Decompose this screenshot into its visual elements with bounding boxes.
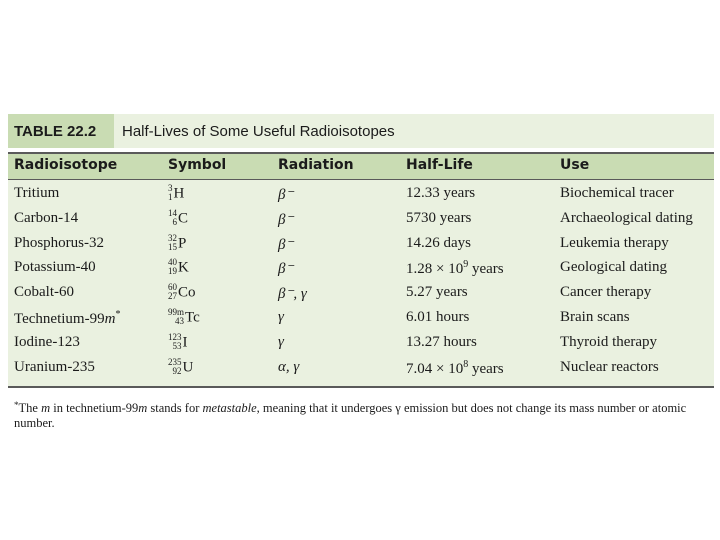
- mass-number: 99m: [168, 306, 185, 317]
- mass-number: 235: [168, 356, 182, 367]
- table-row: [8, 232, 714, 257]
- radiation-cell: β⁻: [278, 236, 294, 253]
- mass-number: 123: [168, 331, 182, 342]
- isotope-symbol: [168, 259, 189, 277]
- atomic-number: 92: [172, 365, 182, 376]
- use-cell: Geological dating: [560, 259, 668, 276]
- half-life-unit: years: [468, 360, 504, 377]
- table-row: [8, 356, 714, 381]
- table-row: [8, 306, 714, 331]
- footnote-m: m: [41, 401, 51, 415]
- table-title-bar: [8, 114, 714, 148]
- table-row: [8, 207, 714, 232]
- isotope-symbol: [168, 232, 187, 253]
- radioisotope-table: [8, 114, 714, 388]
- radiation-cell: β⁻: [278, 261, 294, 278]
- mass-number: 40: [168, 257, 177, 268]
- element-symbol: P: [178, 235, 187, 252]
- isotope-cell: [14, 359, 95, 376]
- isotope-cell: [14, 235, 104, 252]
- isotope-name: Carbon-14: [14, 209, 79, 226]
- element-symbol: Co: [178, 284, 196, 301]
- footnote-marker: *: [14, 400, 19, 410]
- half-life-value: 14.26 days: [406, 234, 471, 251]
- half-life-cell: [406, 334, 477, 351]
- half-life-cell: [406, 235, 471, 252]
- use-cell: Thyroid therapy: [560, 333, 658, 350]
- footnote-text-1: The: [18, 401, 42, 415]
- element-symbol: K: [178, 259, 189, 276]
- half-life-value: 1.28 × 10: [406, 261, 464, 278]
- use-cell: Cancer therapy: [560, 284, 652, 301]
- header-radiation: Radiation: [278, 157, 354, 173]
- half-life-cell: [406, 259, 504, 278]
- half-life-cell: [406, 309, 469, 326]
- footnote-ref: *: [115, 308, 121, 320]
- mass-number: 32: [168, 232, 177, 243]
- half-life-cell: [406, 210, 471, 227]
- half-life-cell: [406, 359, 504, 378]
- use-cell: Brain scans: [560, 308, 630, 325]
- atomic-number: 1: [168, 192, 173, 202]
- use-cell: Leukemia therapy: [560, 234, 669, 251]
- isotope-cell: [14, 284, 74, 301]
- header-half-life: Half-Life: [406, 157, 473, 173]
- use-cell: Nuclear reactors: [560, 358, 659, 375]
- isotope-symbol: [168, 185, 184, 203]
- half-life-value: 6.01 hours: [406, 308, 470, 325]
- footnote-m2: m: [138, 401, 148, 415]
- mass-number: 14: [168, 207, 177, 218]
- isotope-cell: [14, 185, 59, 202]
- isotope-name-suffix: m: [104, 310, 116, 327]
- mass-number: 60: [168, 282, 177, 293]
- half-life-exponent: 9: [463, 259, 469, 271]
- isotope-name: Cobalt-60: [14, 284, 74, 301]
- element-symbol: H: [173, 185, 185, 202]
- radiation-cell: γ: [278, 308, 284, 325]
- isotope-cell: [14, 309, 120, 328]
- table-footnote: [14, 398, 714, 431]
- isotope-name: Technetium-99: [14, 310, 105, 327]
- element-symbol: C: [178, 210, 189, 227]
- element-symbol: I: [182, 334, 188, 351]
- header-symbol: Symbol: [168, 157, 227, 173]
- isotope-name: Phosphorus-32: [14, 234, 105, 251]
- isotope-name: Iodine-123: [14, 333, 80, 350]
- radiation-cell: β⁻: [278, 187, 294, 203]
- half-life-value: 5.27 years: [406, 284, 468, 301]
- use-cell: Biochemical tracer: [560, 185, 674, 201]
- radiation-cell: β⁻: [278, 211, 294, 228]
- table-row: [8, 182, 714, 207]
- isotope-cell: [14, 210, 78, 227]
- half-life-exponent: 8: [463, 358, 469, 370]
- header-radioisotope: Radioisotope: [14, 157, 118, 173]
- footnote-text-4: , meaning that it undergoes γ emission but does not change its mass number or atomic number.: [14, 401, 687, 430]
- table-title: Half-Lives of Some Useful Radioisotopes: [122, 122, 395, 140]
- isotope-name: Uranium-235: [14, 358, 95, 375]
- half-life-value: 5730 years: [406, 209, 472, 226]
- isotope-symbol: [168, 306, 200, 327]
- radiation-cell: γ: [278, 333, 284, 350]
- atomic-number: 15: [168, 241, 177, 252]
- table-row: [8, 256, 714, 281]
- isotope-name: Tritium: [14, 185, 60, 201]
- atomic-number: 19: [168, 266, 177, 277]
- isotope-symbol: [168, 284, 196, 302]
- footnote-text-3: stands for: [147, 401, 203, 415]
- table-header-row: [8, 152, 714, 180]
- mass-number: 3: [168, 183, 173, 193]
- radiation-cell: α, γ: [278, 358, 300, 375]
- half-life-unit: years: [468, 261, 504, 278]
- isotope-name: Potassium-40: [14, 259, 96, 276]
- table-row: [8, 331, 714, 356]
- isotope-symbol: [168, 207, 189, 228]
- atomic-number: 6: [172, 216, 177, 227]
- half-life-value: 7.04 × 10: [406, 360, 464, 377]
- half-life-value: 12.33 years: [406, 185, 476, 201]
- table-number: TABLE 22.2: [8, 114, 114, 148]
- isotope-symbol: [168, 356, 194, 377]
- radiation-cell: β⁻, γ: [278, 286, 307, 303]
- isotope-cell: [14, 334, 80, 351]
- footnote-metastable: metastable: [202, 401, 257, 415]
- atomic-number: 43: [175, 315, 185, 326]
- footnote-text-2: in technetium-99: [50, 401, 139, 415]
- atomic-number: 27: [168, 291, 177, 302]
- element-symbol: U: [182, 359, 194, 376]
- header-use: Use: [560, 157, 590, 173]
- half-life-cell: [406, 284, 468, 301]
- table-body: [8, 180, 714, 388]
- atomic-number: 53: [172, 340, 182, 351]
- use-cell: Archaeological dating: [560, 209, 693, 226]
- half-life-cell: [406, 185, 475, 202]
- half-life-value: 13.27 hours: [406, 333, 477, 350]
- element-symbol: Tc: [185, 309, 200, 326]
- table-row: [8, 281, 714, 306]
- isotope-symbol: [168, 331, 188, 352]
- isotope-cell: [14, 259, 96, 276]
